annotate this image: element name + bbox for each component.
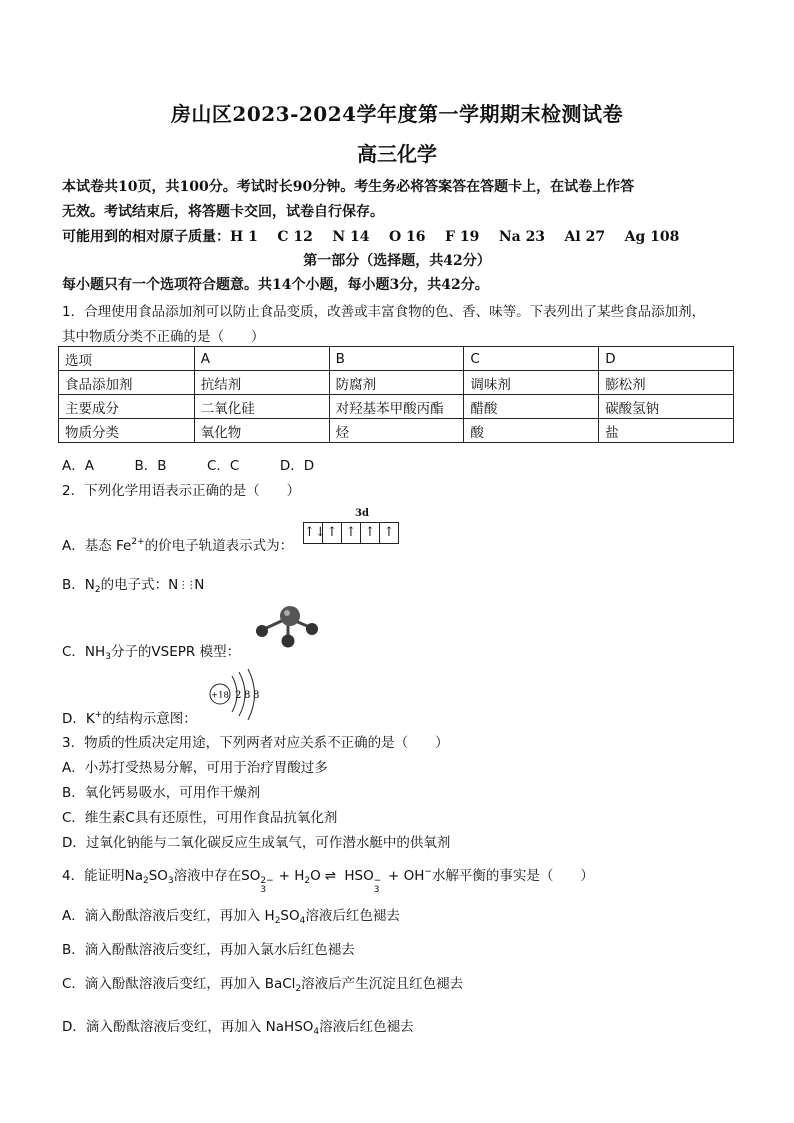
table-cell: 调味剂 [464,371,599,395]
table-cell: B [329,347,464,371]
orbital-box: ↑ [342,523,361,543]
orbital-box: ↑ [323,523,342,543]
table-cell: 膨松剂 [599,371,734,395]
table-cell: 烃 [329,419,464,443]
orbital-box: ↑↓ [304,523,323,543]
table-cell: 碳酸氢钠 [599,395,734,419]
table-cell: 防腐剂 [329,371,464,395]
table-row [59,347,734,371]
page-subtitle: 高三化学 [357,142,437,166]
nh3-vsepr-model [252,604,324,650]
q3-option-c: C．维生素C具有还原性，可用作食品抗氧化剂 [62,810,338,826]
table-cell: 氧化物 [194,419,329,443]
q3-option-b: B．氧化钙易吸水，可用作干燥剂 [62,785,261,801]
table-cell: 物质分类 [59,419,195,443]
table-cell: 食品添加剂 [59,371,195,395]
q1-choices: A．A B．B C．C D．D [62,458,315,474]
table-cell: C [464,347,599,371]
table-row [59,371,734,395]
q4-option-d: D．滴入酚酞溶液后变红，再加入 NaHSO$_4$溶液后红色褪去 [62,1019,414,1037]
table-cell: 盐 [599,419,734,443]
table-cell: 选项 [59,347,195,371]
svg-text:+18: +18 [211,690,229,701]
table-cell: 醋酸 [464,395,599,419]
table-row [59,395,734,419]
q4-option-b: B．滴入酚酞溶液后变红，再加入氯水后红色褪去 [62,942,355,958]
part1-heading: 第一部分（选择题，共42分） [303,253,491,269]
q1-table [58,346,734,443]
orbital-3d-label: 3d [355,508,369,519]
part1-note: 每小题只有一个选项符合题意。共14个小题，每小题3分，共42分。 [62,277,489,293]
svg-text:8: 8 [253,690,260,701]
svg-text:8: 8 [244,690,251,701]
table-cell: 抗结剂 [194,371,329,395]
atomic-masses: 可能用到的相对原子质量：H 1 C 12 N 14 O 16 F 19 Na 23 Al 27 Ag 108 [62,229,680,245]
q4-option-c: C．滴入酚酞溶液后变红，再加入 BaCl$_2$溶液后产生沉淀且红色褪去 [62,976,464,994]
q3-option-d: D．过氧化钠能与二氧化碳反应生成氧气，可作潜水艇中的供氧剂 [62,835,451,851]
k-ion-structure-diagram [206,668,270,722]
table-cell: 二氧化硅 [194,395,329,419]
q1-stem-line1: 1．合理使用食品添加剂可以防止食品变质，改善或丰富食物的色、香、味等。下表列出了某些食品添加剂， [62,304,706,320]
page-title: 房山区2023-2024学年度第一学期期末检测试卷 [170,102,624,126]
table-row [59,419,734,443]
q2-option-d: D．K+的结构示意图： [62,710,197,727]
q1-stem-line2: 其中物质分类不正确的是（ ） [62,329,265,345]
q3-stem: 3．物质的性质决定用途，下列两者对应关系不正确的是（ ） [62,735,449,751]
instructions-line-2: 无效。考试结束后，将答题卡交回，试卷自行保存。 [62,204,384,220]
table-cell: D [599,347,734,371]
table-cell: A [194,347,329,371]
svg-text:2: 2 [235,690,242,701]
q2-option-b: B．$N_2$的电子式：N⋮⋮N [62,577,205,595]
q3-option-a: A．小苏打受热易分解，可用于治疗胃酸过多 [62,760,328,776]
q2-option-a: A．基态 $Fe^{2+}$的价电子轨道表示式为： [62,537,294,554]
orbital-box: ↑ [383,525,395,540]
table-cell: 对羟基苯甲酸丙酯 [329,395,464,419]
table-cell: 主要成分 [59,395,195,419]
q4-stem: 4．能证明$Na_2SO_3$溶液中存在SO 2− 3 + $H_2O$ ⇌ HSO − 3 + OH−水解平衡的事实是（ ） [62,867,594,895]
orbital-box: ↑ [361,523,380,543]
table-cell: 酸 [464,419,599,443]
q2-stem: 2．下列化学用语表示正确的是（ ） [62,483,301,499]
q4-option-a: A．滴入酚酞溶液后变红，再加入 $H_2SO_4$溶液后红色褪去 [62,908,400,926]
instructions-line-1: 本试卷共10页，共100分。考试时长90分钟。考生务必将答案答在答题卡上，在试卷上作答 [62,179,635,195]
orbital-diagram [303,522,399,544]
q2-option-c: C．$NH_3$分子的VSEPR 模型： [62,644,241,662]
